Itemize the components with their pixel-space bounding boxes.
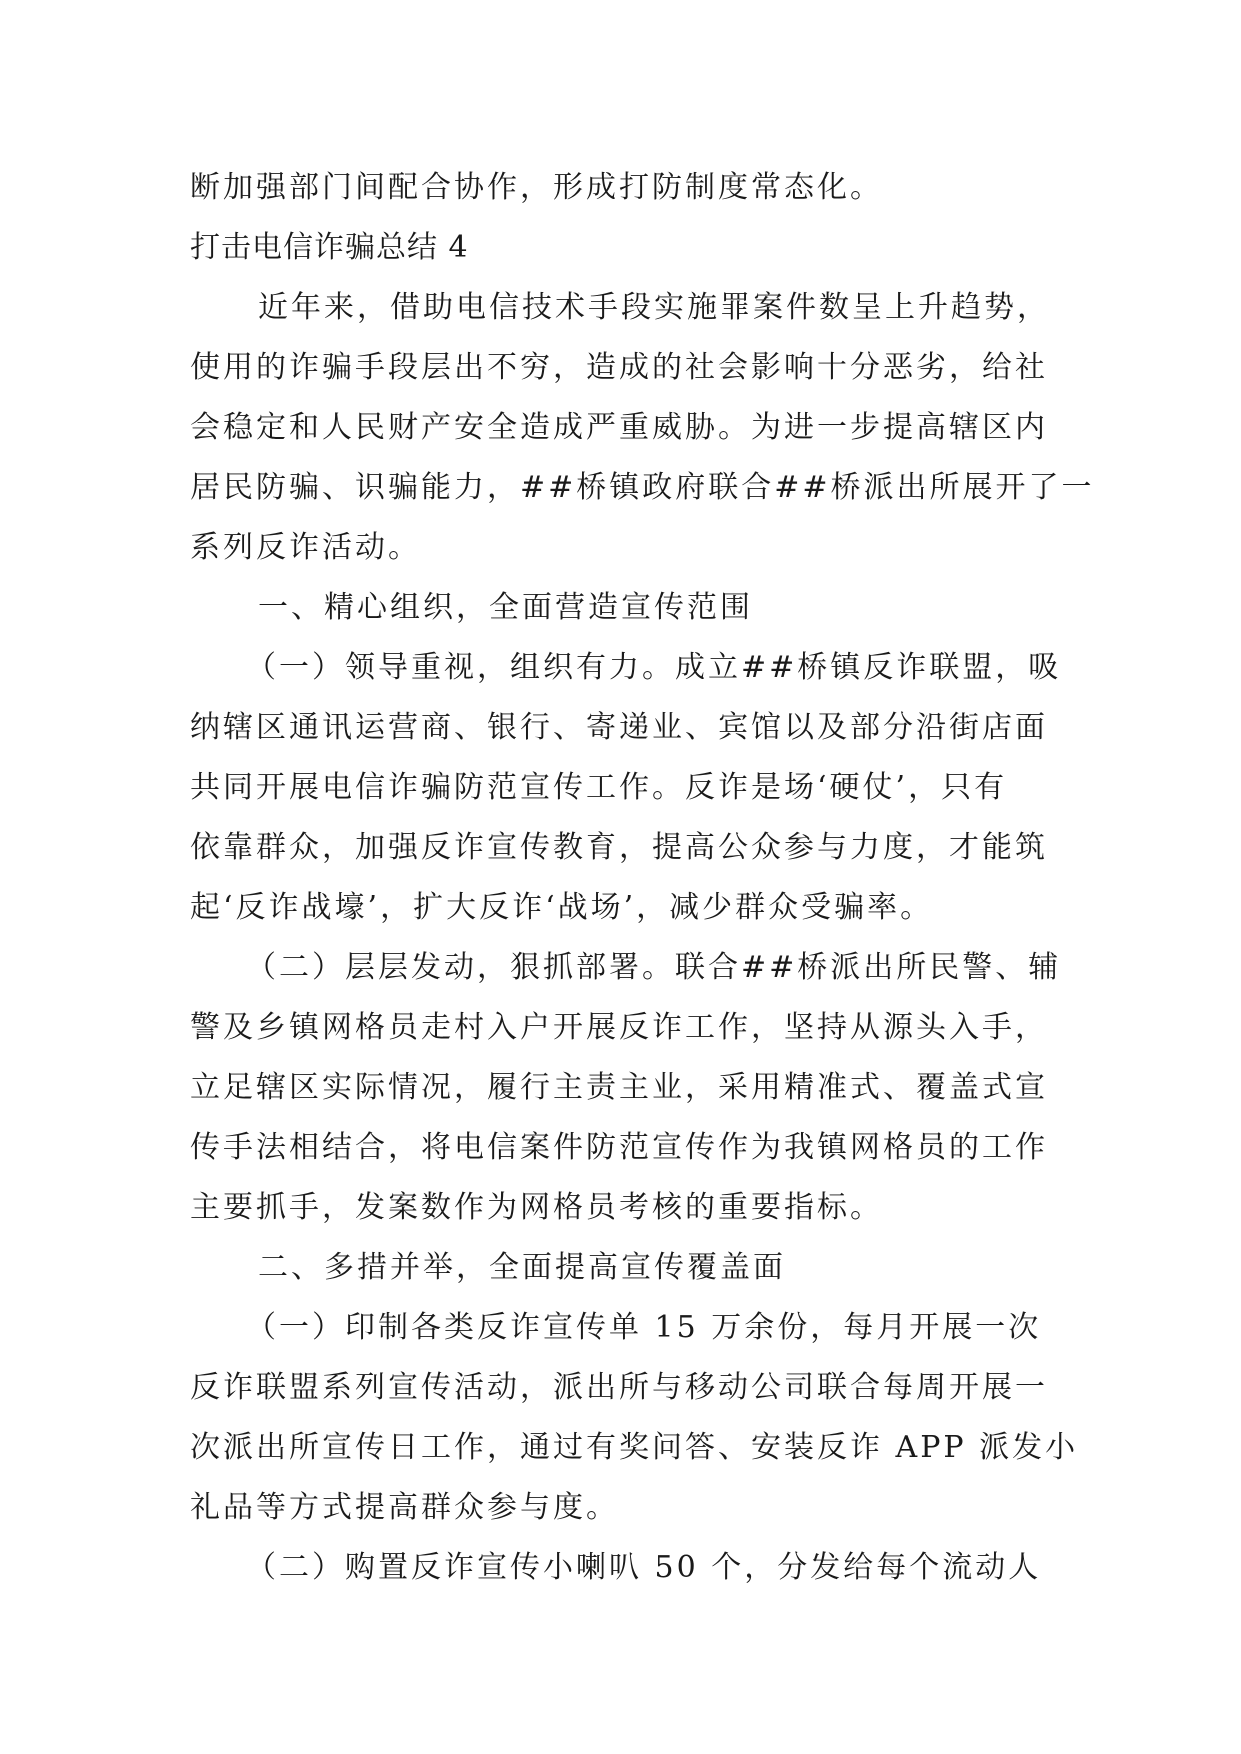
paragraph-line: 反诈联盟系列宣传活动，派出所与移动公司联合每周开展一	[190, 1370, 1048, 1405]
paragraph-line: 警及乡镇网格员走村入户开展反诈工作，坚持从源头入手，	[190, 1010, 1048, 1045]
section-title: 打击电信诈骗总结 4	[190, 230, 469, 265]
paragraph-line: 次派出所宣传日工作，通过有奖问答、安装反诈 APP 派发小	[190, 1430, 1079, 1465]
paragraph-line: 系列反诈活动。	[190, 530, 421, 565]
paragraph-line: （二）购置反诈宣传小喇叭 50 个，分发给每个流动人	[246, 1550, 1042, 1585]
paragraph-line: 断加强部门间配合协作，形成打防制度常态化。	[190, 170, 883, 205]
paragraph-line: （一）印制各类反诈宣传单 15 万余份，每月开展一次	[246, 1310, 1042, 1345]
section-heading: 一、精心组织，全面营造宣传范围	[258, 590, 753, 625]
paragraph-line: 立足辖区实际情况，履行主责主业，采用精准式、覆盖式宣	[190, 1070, 1048, 1105]
paragraph-line: 共同开展电信诈骗防范宣传工作。反诈是场‘硬仗’，只有	[190, 770, 1008, 805]
paragraph-line: 起‘反诈战壕’，扩大反诈‘战场’，减少群众受骗率。	[190, 890, 934, 925]
paragraph-line: 使用的诈骗手段层出不穷，造成的社会影响十分恶劣，给社	[190, 350, 1048, 385]
paragraph-line: 纳辖区通讯运营商、银行、寄递业、宾馆以及部分沿街店面	[190, 710, 1048, 745]
paragraph-line: 会稳定和人民财产安全造成严重威胁。为进一步提高辖区内	[190, 410, 1048, 445]
paragraph-line: （一）领导重视，组织有力。成立##桥镇反诈联盟，吸	[246, 650, 1062, 685]
paragraph-line: 近年来，借助电信技术手段实施罪案件数呈上升趋势，	[258, 290, 1050, 325]
paragraph-line: 礼品等方式提高群众参与度。	[190, 1490, 619, 1525]
paragraph-line: （二）层层发动，狠抓部署。联合##桥派出所民警、辅	[246, 950, 1062, 985]
paragraph-line: 主要抓手，发案数作为网格员考核的重要指标。	[190, 1190, 883, 1225]
section-heading: 二、多措并举，全面提高宣传覆盖面	[258, 1250, 786, 1285]
paragraph-line: 依靠群众，加强反诈宣传教育，提高公众参与力度，才能筑	[190, 830, 1048, 865]
paragraph-line: 居民防骗、识骗能力，##桥镇政府联合##桥派出所展开了一	[190, 470, 1095, 505]
paragraph-line: 传手法相结合，将电信案件防范宣传作为我镇网格员的工作	[190, 1130, 1048, 1165]
document-body	[190, 158, 1095, 1598]
